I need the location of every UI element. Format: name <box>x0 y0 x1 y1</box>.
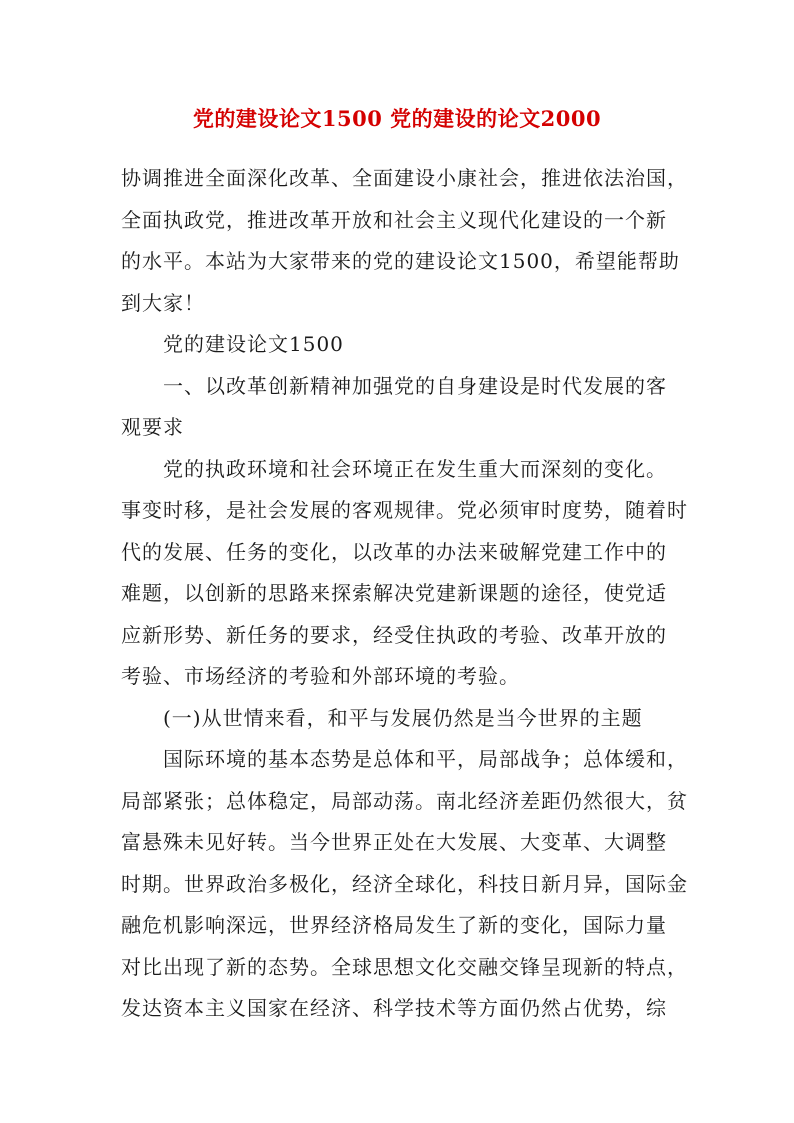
body-line: 应新形势、新任务的要求，经受住执政的考验、改革开放的 <box>121 622 667 647</box>
body-line: 的水平。本站为大家带来的党的建设论文1500，希望能帮助 <box>121 249 680 273</box>
body-line: 富悬殊未见好转。当今世界正处在大发展、大变革、大调整 <box>121 830 667 854</box>
body-line: 时期。世界政治多极化，经济全球化，科技日新月异，国际金 <box>121 871 688 896</box>
body-line: 难题，以创新的思路来探索解决党建新课题的途径，使党适 <box>121 581 667 605</box>
body-line: 一、以改革创新精神加强党的自身建设是时代发展的客 <box>163 373 667 398</box>
body-line: 对比出现了新的态势。全球思想文化交融交锋呈现新的特点， <box>121 954 688 979</box>
body-line: 到大家！ <box>121 290 205 315</box>
body-line: 事变时移，是社会发展的客观规律。党必须审时度势，随着时 <box>121 498 688 522</box>
body-line: (一)从世情来看，和平与发展仍然是当今世界的主题 <box>163 705 643 730</box>
body-line: 党的执政环境和社会环境正在发生重大而深刻的变化。 <box>163 456 667 481</box>
body-line: 发达资本主义国家在经济、科学技术等方面仍然占优势，综 <box>121 996 667 1020</box>
body-line: 观要求 <box>121 415 184 439</box>
document-title: 党的建设论文1500 党的建设的论文2000 <box>192 106 602 131</box>
body-line: 国际环境的基本态势是总体和平，局部战争；总体缓和， <box>163 747 688 771</box>
body-line: 代的发展、任务的变化，以改革的办法来破解党建工作中的 <box>121 539 667 564</box>
body-line: 考验、市场经济的考验和外部环境的考验。 <box>121 664 520 688</box>
body-line: 协调推进全面深化改革、全面建设小康社会，推进依法治国， <box>121 166 688 190</box>
document-body <box>121 158 688 1030</box>
body-line: 局部紧张；总体稳定，局部动荡。南北经济差距仍然很大，贫 <box>121 788 688 813</box>
body-line: 全面执政党，推进改革开放和社会主义现代化建设的一个新 <box>121 207 667 232</box>
body-line: 融危机影响深远，世界经济格局发生了新的变化，国际力量 <box>121 913 667 937</box>
body-line: 党的建设论文1500 <box>163 332 344 356</box>
